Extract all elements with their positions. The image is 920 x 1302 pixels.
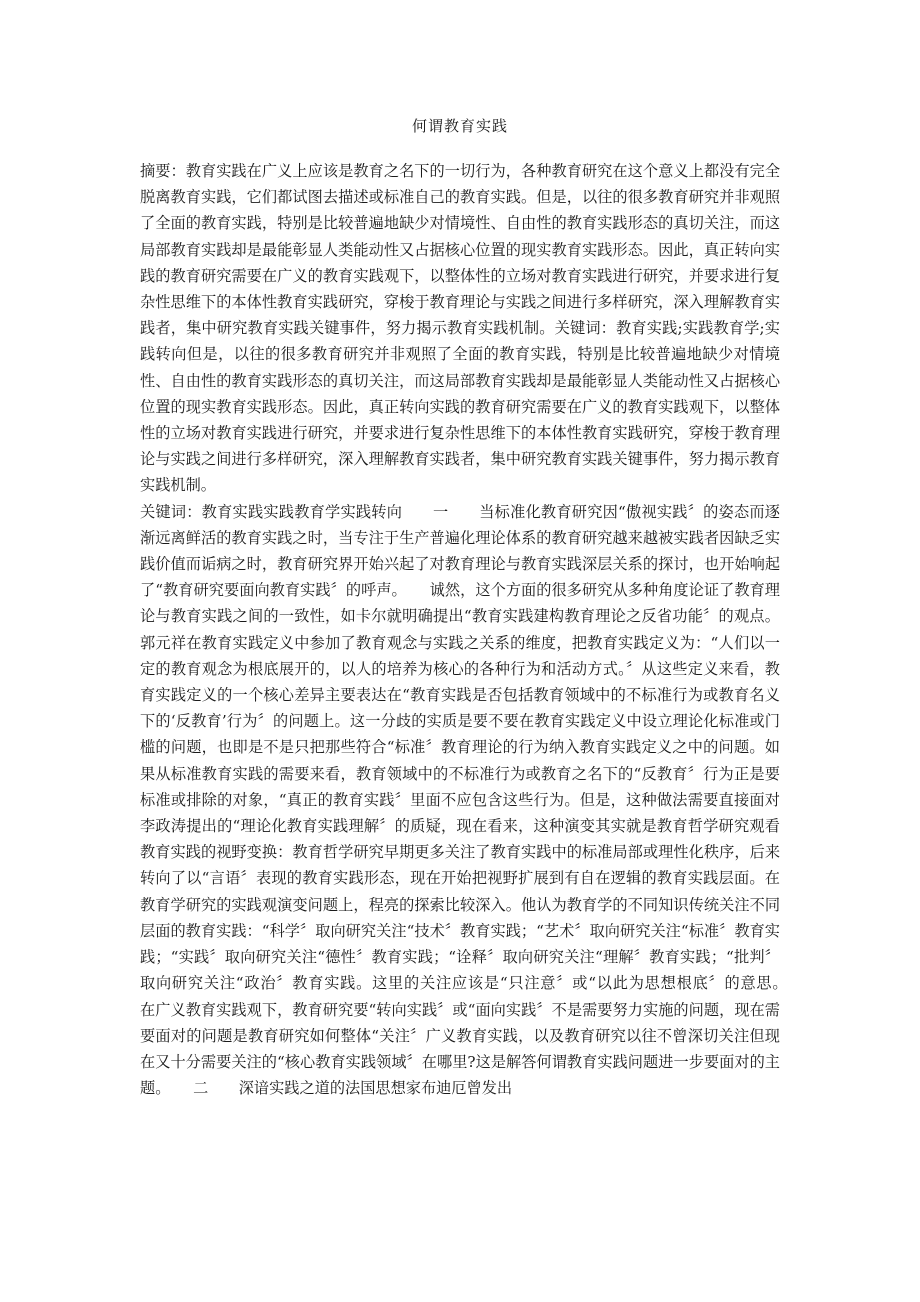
document-title: 何谓教育实践 xyxy=(411,117,508,135)
body-paragraph: 关键词：教育实践实践教育学实践转向 一 当标准化教育研究因“傲视实践〞的姿态而逐渐远离鲜活的教育实践之时，当专注于生产普遍化理论体系的教育研究越来越被实践者因缺乏实践价值而诟病之时，教育研究界开始兴起了对教育理论与教育实践深层关系的探讨，也开始响起了“教育研究要面向教育实践〞的呼声。 诚然，这个方面的很多研究从多种角度论证了教育理论与教育实践之间的一致性，如卡尔就明确提出“教育实践建构教育理论之反省功能〞的观点。郭元祥在教育实践定义中参加了教育观念与实践之关系的维度，把教育实践定义为：“人们以一定的教育观念为根底展开的，以人的培养为核心的各种行为和活动方式。〞从这些定义来看，教育实践定义的一个核心差异主要表达在“教育实践是否包括教育领域中的不标准行为或教育名义下的‘反教育’行为〞的问题上。这一分歧的实质是要不要在教育实践定义中设立理论化标准或门槛的问题，也即是不是只把那些符合“标准〞教育理论的行为纳入教育实践定义之中的问题。如果从标准教育实践的需要来看，教育领域中的不标准行为或教育之名下的“反教育〞行为正是要标准或排除的对象，“真正的教育实践〞里面不应包含这些行为。但是，这种做法需要直接面对李政涛提出的“理论化教育实践理解〞的质疑，现在看来，这种演变其实就是教育哲学研究观看教育实践的视野变换：教育哲学研究早期更多关注了教育实践中的标准局部或理性化秩序，后来转向了以“言语〞表现的教育实践形态，现在开始把视野扩展到有自在逻辑的教育实践层面。在教育学研究的实践观演变问题上，程亮的探索比较深入。他认为教育学的不同知识传统关注不同层面的教育实践：“科学〞取向研究关注“技术〞教育实践；“艺术〞取向研究关注“标准〞教育实践；“实践〞取向研究关注“德性〞教育实践；“诠释〞取向研究关注“理解〞教育实践；“批判〞取向研究关注“政治〞教育实践。这里的关注应该是“只注意〞或“以此为思想根底〞的意思。 在广义教育实践观下，教育研究要“转向实践〞或“面向实践〞不是需要努力实施的问题，现在需要面对的问题是教育研究如何整体“关注〞广义教育实践，以及教育研究以往不曾深切关注但现在又十分需要关注的“核心教育实践领域〞在哪里?这是解答何谓教育实践问题进一步要面对的主题。 二 深谙实践之道的法国思想家布迪厄曾发出 xyxy=(140,502,811,1098)
document-body xyxy=(140,158,811,1101)
abstract-paragraph: 摘要：教育实践在广义上应该是教育之名下的一切行为，各种教育研究在这个意义上都没有完全脱离教育实践，它们都试图去描述或标准自己的教育实践。但是，以往的很多教育研究并非观照了全面的教育实践，特别是比较普遍地缺少对情境性、自由性的教育实践形态的真切关注，而这局部教育实践却是最能彰显人类能动性又占据核心位置的现实教育实践形态。因此，真正转向实践的教育研究需要在广义的教育实践观下，以整体性的立场对教育实践进行研究，并要求进行复杂性思维下的本体性教育实践研究，穿梭于教育理论与实践之间进行多样研究，深入理解教育实践者，集中研究教育实践关键事件，努力揭示教育实践机制。关键词：教育实践;实践教育学;实践转向但是，以往的很多教育研究并非观照了全面的教育实践，特别是比较普遍地缺少对情境性、自由性的教育实践形态的真切关注，而这局部教育实践却是最能彰显人类能动性又占据核心位置的现实教育实践形态。因此，真正转向实践的教育研究需要在广义的教育实践观下，以整体性的立场对教育实践进行研究，并要求进行复杂性思维下的本体性教育实践研究，穿梭于教育理论与实践之间进行多样研究，深入理解教育实践者，集中研究教育实践关键事件，努力揭示教育实践机制。 xyxy=(140,162,780,495)
